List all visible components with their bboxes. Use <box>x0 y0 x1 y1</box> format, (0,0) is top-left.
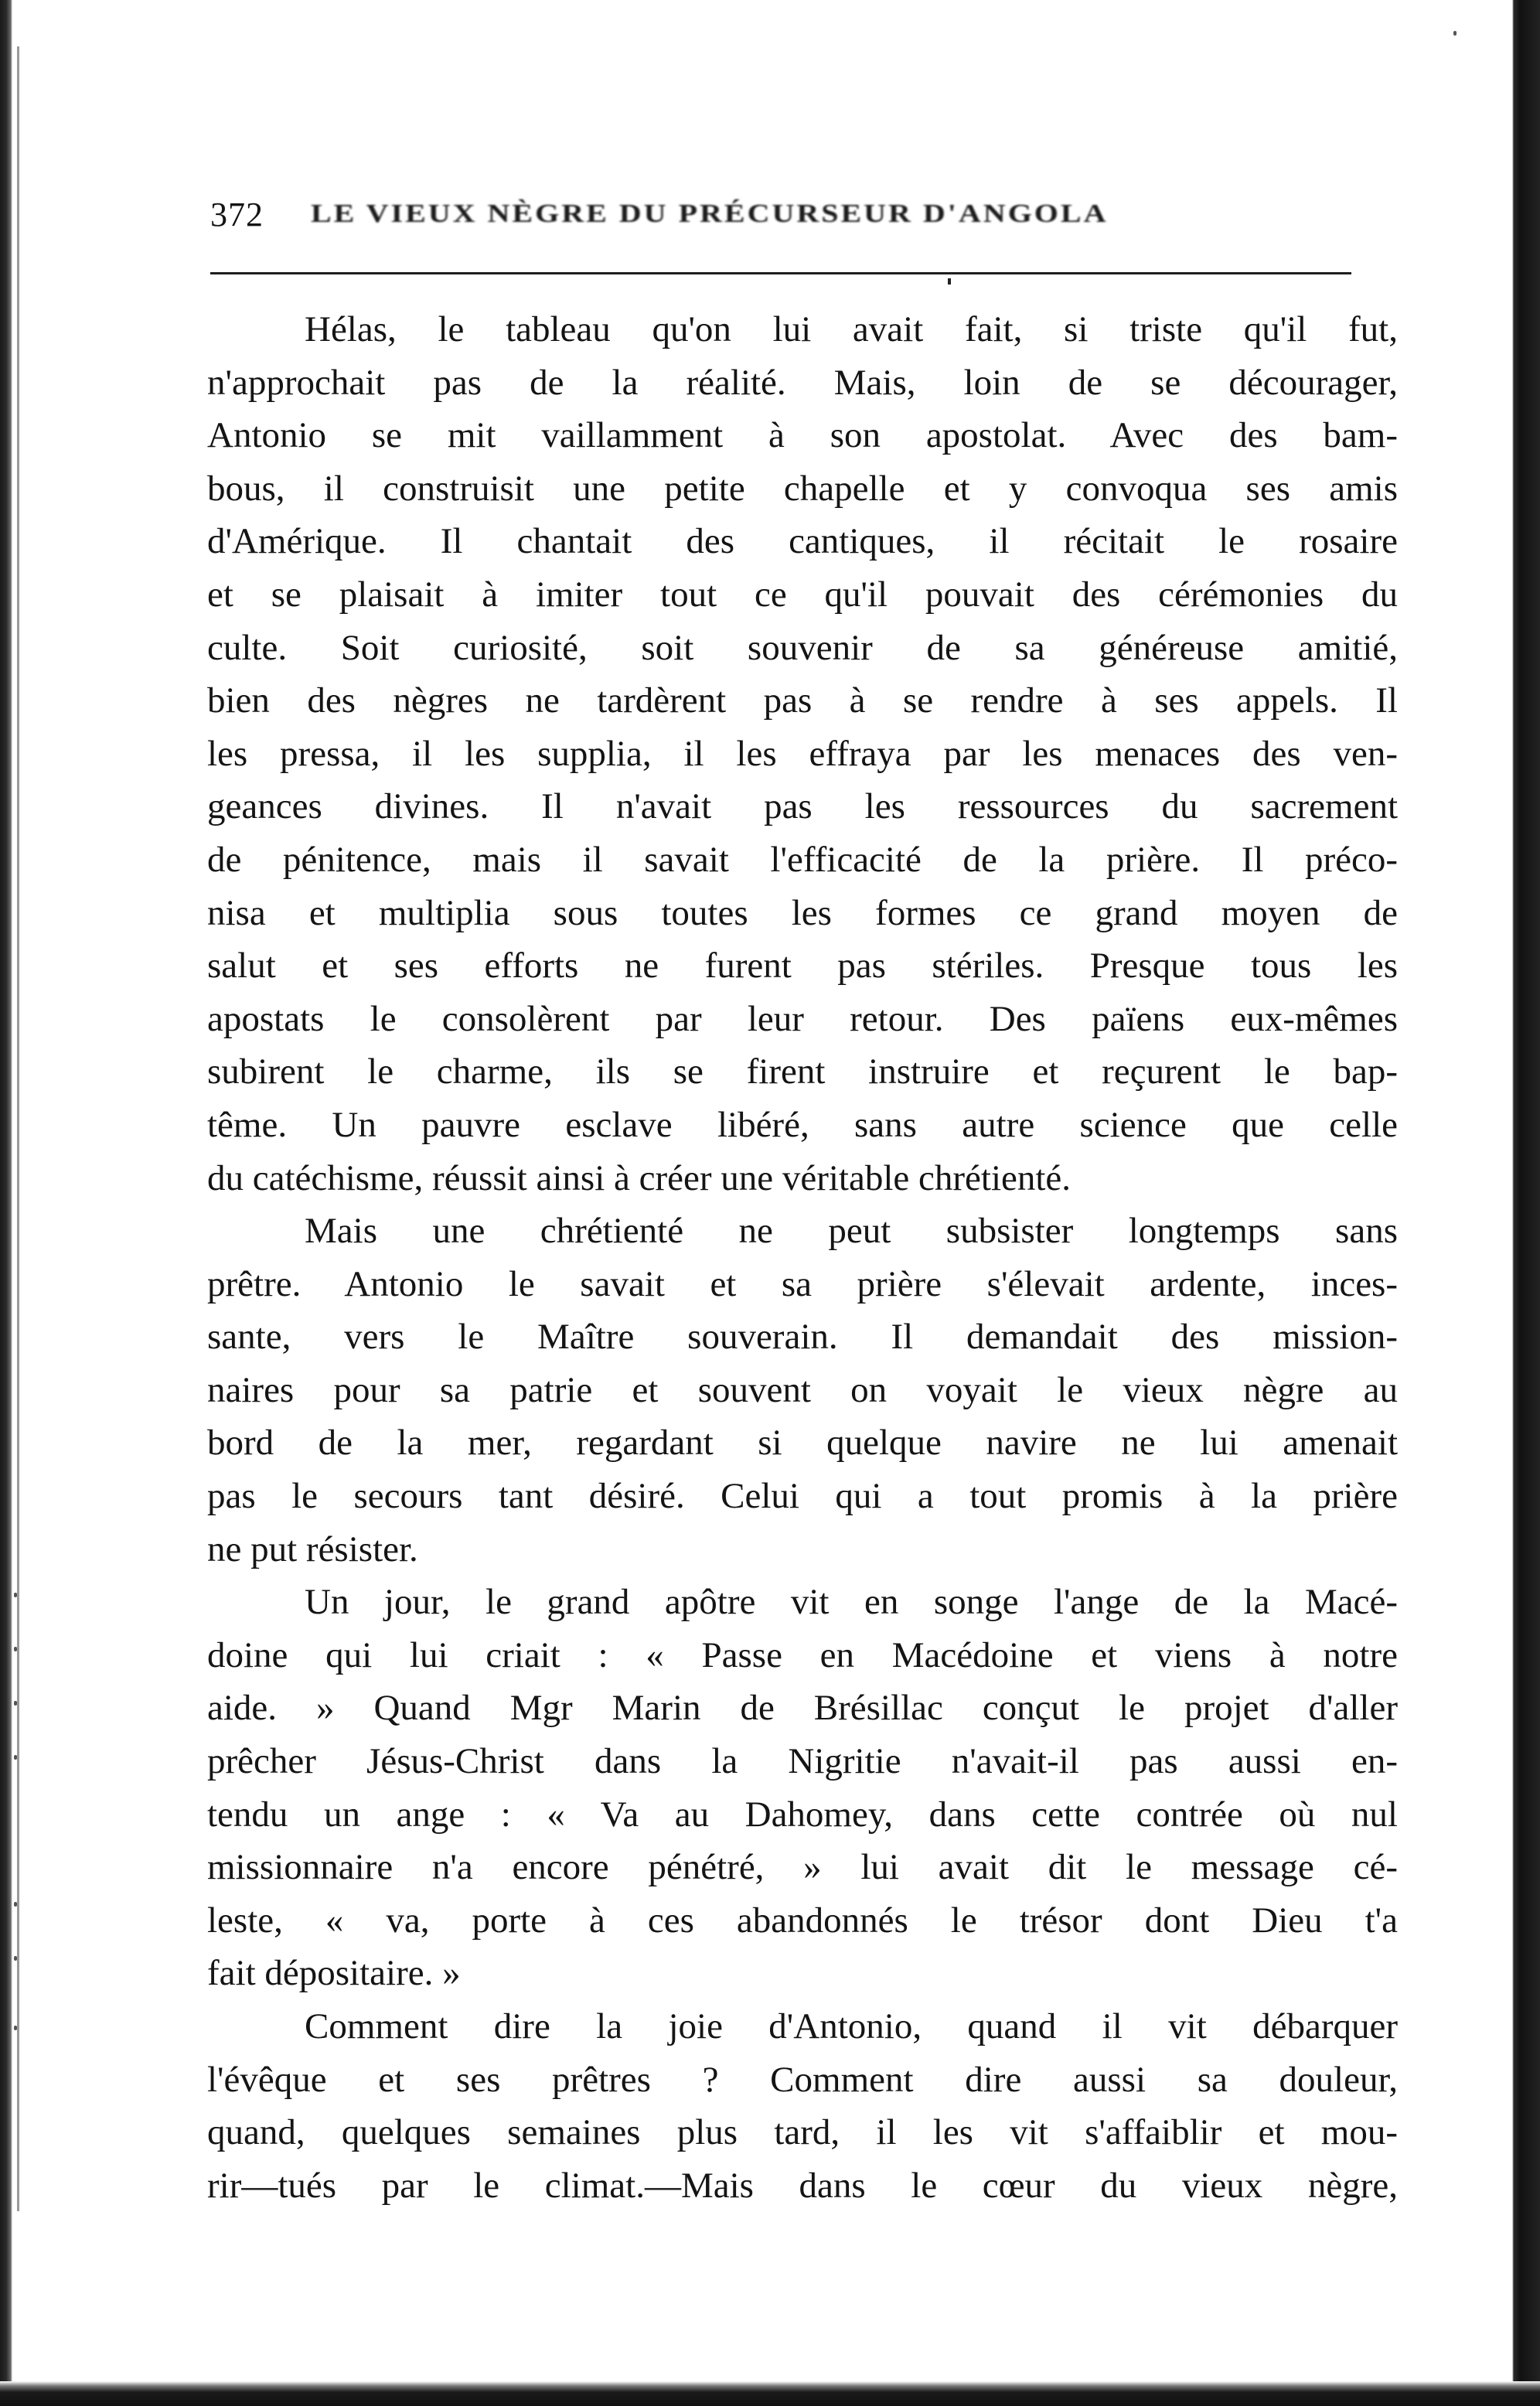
scan-speck <box>14 1593 17 1597</box>
running-header <box>210 184 1370 254</box>
text-line: rir—tués par le climat.—Mais dans le cœur du vieux nègre, <box>207 2165 1398 2206</box>
scan-speck <box>1453 31 1457 36</box>
text-line: Mais une chrétienté ne peut subsister longtemps sans <box>305 1211 1398 1252</box>
text-line: l'évêque et ses prêtres ? Comment dire aussi sa douleur, <box>207 2059 1398 2100</box>
text-line: nisa et multiplia sous toutes les formes ce grand moyen de <box>207 892 1398 933</box>
text-line: missionnaire n'a encore pénétré, » lui avait dit le message cé- <box>207 1847 1398 1888</box>
text-line: doine qui lui criait : « Passe en Macédoine et viens à notre <box>207 1634 1398 1675</box>
text-line: et se plaisait à imiter tout ce qu'il pouvait des cérémonies du <box>207 574 1398 615</box>
text-line: salut et ses efforts ne furent pas stériles. Presque tous les <box>207 946 1398 987</box>
text-line: prêtre. Antonio le savait et sa prière s'élevait ardente, inces- <box>207 1263 1398 1304</box>
text-line: subirent le charme, ils se firent instruire et reçurent le bap- <box>207 1051 1398 1092</box>
text-line: culte. Soit curiosité, soit souvenir de sa généreuse amitié, <box>207 627 1398 668</box>
body-text <box>207 303 1398 2212</box>
text-line: du catéchisme, réussit ainsi à créer une véritable chrétienté. <box>207 1157 1072 1198</box>
page-left-shadow <box>17 46 19 2211</box>
text-line: Un jour, le grand apôtre vit en songe l'ange de la Macé- <box>305 1582 1398 1623</box>
text-line: aide. » Quand Mgr Marin de Brésillac conçut le projet d'aller <box>207 1688 1398 1729</box>
text-line: Comment dire la joie d'Antonio, quand il vit débarquer <box>305 2006 1398 2046</box>
scan-speck <box>14 1755 17 1760</box>
text-line: apostats le consolèrent par leur retour. Des païens eux-mêmes <box>207 998 1398 1039</box>
text-line: Antonio se mit vaillamment à son apostolat. Avec des bam- <box>207 415 1398 456</box>
scan-speck <box>14 1956 17 1961</box>
text-line: de pénitence, mais il savait l'efficacité de la prière. Il préco- <box>207 839 1398 880</box>
text-line: sante, vers le Maître souverain. Il demandait des mission- <box>207 1317 1398 1358</box>
text-line: prêcher Jésus-Christ dans la Nigritie n'avait-il pas aussi en- <box>207 1741 1398 1782</box>
text-line: tendu un ange : « Va au Dahomey, dans cette contrée où nul <box>207 1794 1398 1835</box>
header-rule <box>210 272 1351 274</box>
text-line: pas le secours tant désiré. Celui qui a tout promis à la prière <box>207 1476 1398 1517</box>
text-line: geances divines. Il n'avait pas les ressources du sacrement <box>207 786 1398 827</box>
text-line: bien des nègres ne tardèrent pas à se rendre à ses appels. Il <box>207 680 1398 721</box>
page-left-edge <box>0 0 12 2406</box>
text-line: d'Amérique. Il chantait des cantiques, il récitait le rosaire <box>207 521 1398 562</box>
text-line: bous, il construisit une petite chapelle et y convoqua ses amis <box>207 468 1398 509</box>
scan-speck <box>14 1647 17 1651</box>
text-line: bord de la mer, regardant si quelque navire ne lui amenait <box>207 1423 1398 1464</box>
text-line: tême. Un pauvre esclave libéré, sans autre science que celle <box>207 1104 1398 1145</box>
scan-speck <box>14 1701 17 1706</box>
text-line: ne put résister. <box>207 1528 418 1569</box>
page-right-edge <box>1509 0 1540 2406</box>
text-line: fait dépositaire. » <box>207 1953 461 1994</box>
text-line: quand, quelques semaines plus tard, il les vit s'affaiblir et mou- <box>207 2112 1398 2153</box>
scan-speck <box>14 2026 17 2030</box>
page-number: 372 <box>210 196 264 233</box>
text-line: leste, « va, porte à ces abandonnés le trésor dont Dieu t'a <box>207 1900 1398 1941</box>
text-line: n'approchait pas de la réalité. Mais, loin de se décourager, <box>207 362 1398 403</box>
text-line: les pressa, il les supplia, il les effraya par les menaces des ven- <box>207 733 1398 774</box>
text-line: naires pour sa patrie et souvent on voyait le vieux nègre au <box>207 1369 1398 1410</box>
page-bottom-edge <box>0 2381 1540 2406</box>
text-line: Hélas, le tableau qu'on lui avait fait, si triste qu'il fut, <box>305 309 1398 349</box>
header-rule-mark <box>948 278 951 285</box>
running-head-title: LE VIEUX NÈGRE DU PRÉCURSEUR D'ANGOLA <box>311 198 1109 228</box>
scan-speck <box>14 1902 17 1907</box>
